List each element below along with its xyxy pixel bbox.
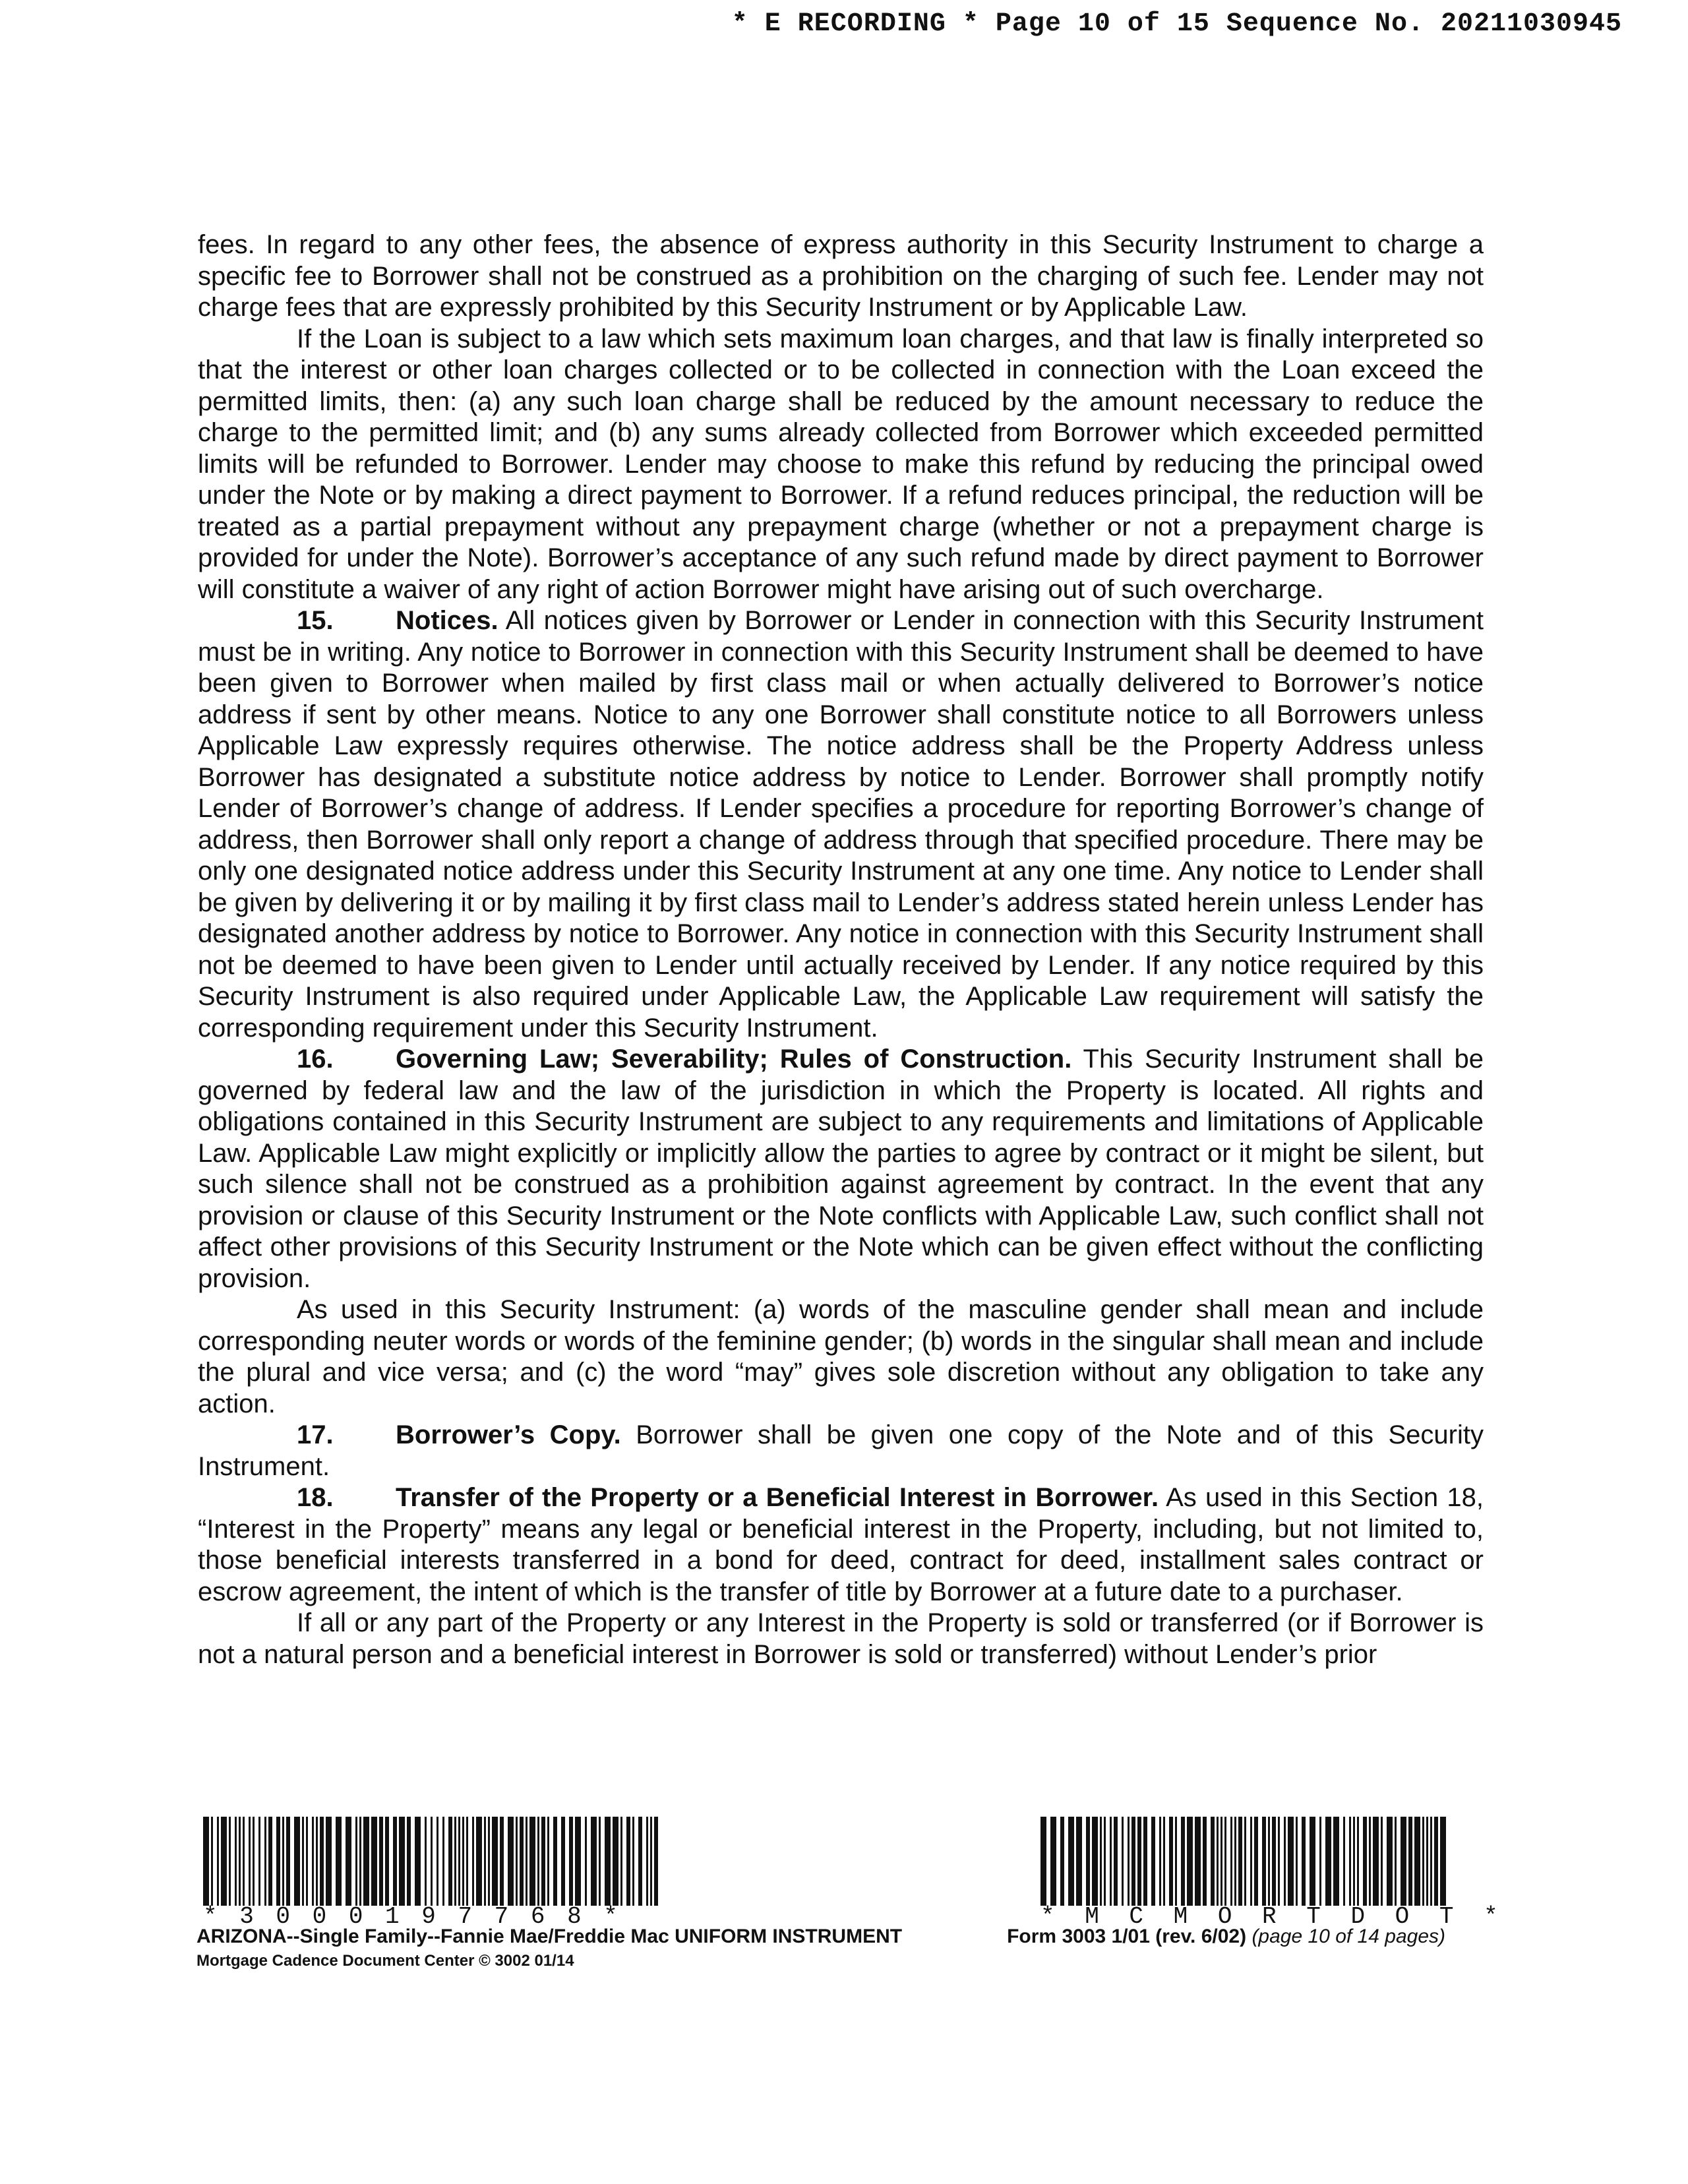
barcode-bar <box>1434 1817 1438 1906</box>
section-number: 17. <box>297 1420 334 1449</box>
barcode-bar <box>472 1817 474 1906</box>
barcode-bar <box>500 1817 504 1906</box>
barcode-bar <box>258 1817 260 1906</box>
barcode-bar <box>1284 1817 1286 1906</box>
barcode-bar <box>541 1817 545 1906</box>
barcode-bar <box>1426 1817 1428 1906</box>
barcode-bar <box>253 1817 255 1906</box>
barcode-bar <box>462 1817 464 1906</box>
section-body: As used in this Section 18, “Interest in the Property” means any legal or beneficial interest in the Property, including, but not limited to, those beneficial interests transferred in a bond for deed, contract for deed, installment sales contract or escrow agreement, the intent of which is the transfer of title by Borrower at a future date to a purchaser. <box>198 1483 1484 1606</box>
barcode-bar <box>1333 1817 1339 1906</box>
barcode-bar <box>508 1817 514 1906</box>
barcode-bar <box>385 1817 389 1906</box>
barcode-bar <box>1068 1817 1074 1906</box>
barcode-bar <box>1169 1817 1173 1906</box>
barcode-bar <box>454 1817 456 1906</box>
barcode-bar <box>1137 1817 1141 1906</box>
barcode-bar <box>1395 1817 1397 1906</box>
barcode-bar <box>484 1817 486 1906</box>
barcode-bar <box>415 1817 421 1906</box>
barcode-bar <box>650 1817 652 1906</box>
barcode-left-text: * 3 0 0 0 1 9 7 7 6 8 * <box>203 1903 622 1930</box>
paragraph-transfer: If all or any part of the Property or any Interest in the Property is sold or transferred (or if Borrower is not a natural person and a beneficial interest in Borrower is sold or transferred) without Lender’s prior <box>198 1608 1484 1669</box>
barcode-bar <box>1159 1817 1161 1906</box>
barcode-bar <box>1217 1817 1219 1906</box>
barcode-bar <box>1387 1817 1393 1906</box>
barcode-bar <box>1401 1817 1406 1906</box>
barcode-bar <box>632 1817 634 1906</box>
section-body: This Security Instrument shall be governed by federal law and the law of the jurisdiction in which the Property is located. All rights and obligations contained in this Security Instrument are subject to any requirements and limitations of Applicable Law. Applicable Law might explicitly or implicitly allow the parties to agree by contract or it might be silent, but such silence shall not be construed as a prohibition against agreement by contract. In the event that any provision or clause of this Security Instrument or the Note conflicts with Applicable Law, such conflict shall not affect other provisions of this Security Instrument or the Note which can be given effect without the conflicting provision. <box>198 1045 1484 1293</box>
footer-left <box>196 1926 902 1970</box>
paragraph-fees: fees. In regard to any other fees, the absence of express authority in this Security Instrument to charge a specific fee to Borrower shall not be construed as a prohibition on the charging of such fee. Lender may not charge fees that are expressly prohibited by this Security Instrument or by Applicable Law. <box>198 230 1484 322</box>
barcode-bar <box>1244 1817 1246 1906</box>
barcode-bar <box>626 1817 630 1906</box>
barcode-bar <box>239 1817 241 1906</box>
barcode-bar <box>243 1817 245 1906</box>
section-17 <box>198 1420 1484 1482</box>
section-title: Governing Law; Severability; Rules of Construction. <box>396 1045 1072 1074</box>
barcode-bar <box>1110 1817 1112 1906</box>
barcode-bar <box>529 1817 535 1906</box>
barcode-bar <box>569 1817 573 1906</box>
paragraph-loan-charges: If the Loan is subject to a law which sets maximum loan charges, and that law is finally interpreted so that the interest or other loan charges collected or to be collected in connection with the Loan exceed the permitted limits, then: (a) any such loan charge shall be reduced by the amount necessary to reduce the charge to the permitted limit; and (b) any sums already collected from Borrower which exceeded permitted limits will be refunded to Borrower. Lender may choose to make this refund by reducing the principal owed under the Note or by making a direct payment to Borrower. If a refund reduces principal, the reduction will be treated as a partial prepayment without any prepayment charge (whether or not a prepayment charge is provided for under the Note). Borrower’s acceptance of any such refund made by direct payment to Borrower will constitute a waiver of any right of action Borrower might have arising out of such overcharge. <box>198 324 1484 604</box>
barcode-bar <box>605 1817 611 1906</box>
barcode-bar <box>1151 1817 1155 1906</box>
barcode-bar <box>638 1817 642 1906</box>
barcode-bar <box>1254 1817 1258 1906</box>
barcode-bar <box>1203 1817 1207 1906</box>
barcode-bar <box>1131 1817 1135 1906</box>
barcode-bar <box>336 1817 342 1906</box>
barcode-bar <box>1163 1817 1165 1906</box>
barcode-bar <box>1296 1817 1298 1906</box>
barcode-bar <box>458 1817 460 1906</box>
barcode-bar <box>646 1817 648 1906</box>
barcode-bar <box>355 1817 357 1906</box>
barcode-bar <box>1325 1817 1331 1906</box>
barcode-bar <box>1100 1817 1102 1906</box>
barcode-bar <box>282 1817 284 1906</box>
barcode-bar <box>1440 1817 1446 1906</box>
footer-form-number: Form 3003 1/01 (rev. 6/02) <box>1007 1926 1252 1947</box>
barcode-left <box>203 1817 658 1930</box>
barcode-bar <box>312 1817 314 1906</box>
barcode-bar <box>371 1817 377 1906</box>
barcode-bar <box>431 1817 433 1906</box>
footer-instrument-title: ARIZONA--Single Family--Fannie Mae/Freddie Mac UNIFORM INSTRUMENT <box>196 1926 903 1947</box>
barcode-bar <box>1363 1817 1367 1906</box>
barcode-bar <box>654 1817 658 1906</box>
barcode-bar <box>316 1817 318 1906</box>
barcode-bar <box>211 1817 213 1906</box>
barcode-bar <box>516 1817 518 1906</box>
barcode-bar <box>1357 1817 1359 1906</box>
barcode-bar <box>1211 1817 1215 1906</box>
barcode-bar <box>1060 1817 1064 1906</box>
barcode-bar <box>1414 1817 1420 1906</box>
barcode-bar <box>492 1817 498 1906</box>
barcode-right <box>1040 1817 1506 1930</box>
barcode-bar <box>1143 1817 1147 1906</box>
barcode-bar <box>1104 1817 1106 1906</box>
barcode-bar <box>575 1817 581 1906</box>
section-number: 18. <box>297 1483 334 1512</box>
barcode-bar <box>1343 1817 1345 1906</box>
barcode-bar <box>547 1817 549 1906</box>
recording-header: * E RECORDING * Page 10 of 15 Sequence No. 20211030945 <box>731 9 1622 39</box>
footer-page-number: (page 10 of 14 pages) <box>1251 1926 1445 1947</box>
section-body: Borrower shall be given one copy of the Note and of this Security Instrument. <box>198 1420 1484 1481</box>
barcode-bar <box>203 1817 209 1906</box>
barcode-bar <box>1262 1817 1266 1906</box>
barcode-bar <box>488 1817 490 1906</box>
barcode-bar <box>302 1817 304 1906</box>
barcode-bar <box>1224 1817 1226 1906</box>
barcode-bar <box>1040 1817 1046 1906</box>
barcode-bar <box>425 1817 427 1906</box>
barcode-bar <box>599 1817 601 1906</box>
barcode-bar <box>1086 1817 1090 1906</box>
barcode-bar <box>1092 1817 1098 1906</box>
barcode-bar <box>1310 1817 1315 1906</box>
barcode-bar <box>561 1817 565 1906</box>
barcode-bar <box>613 1817 618 1906</box>
barcode-bar <box>229 1817 231 1906</box>
section-title: Borrower’s Copy. <box>396 1420 621 1449</box>
barcode-bar <box>476 1817 482 1906</box>
section-16 <box>198 1044 1484 1294</box>
paragraph-construction: As used in this Security Instrument: (a) words of the masculine gender shall mean and include corresponding neuter words or words of the feminine gender; (b) words in the singular shall mean and include the plural and vice versa; and (c) the word “may” gives sole discretion without any obligation to take any action. <box>198 1295 1484 1418</box>
barcode-bar <box>379 1817 383 1906</box>
footer-right <box>1007 1926 1445 1948</box>
barcode-bar <box>448 1817 452 1906</box>
barcode-bar <box>466 1817 468 1906</box>
barcode-bar <box>217 1817 219 1906</box>
barcode-bar <box>346 1817 351 1906</box>
barcode-bar <box>1221 1817 1222 1906</box>
barcode-bar <box>359 1817 361 1906</box>
barcode-bar <box>1349 1817 1351 1906</box>
barcode-bar <box>1175 1817 1177 1906</box>
barcode-bar <box>1373 1817 1379 1906</box>
barcode-bar <box>264 1817 266 1906</box>
barcode-bar <box>1230 1817 1232 1906</box>
barcode-bar <box>1369 1817 1371 1906</box>
barcode-bar <box>1122 1817 1124 1906</box>
document-body <box>198 229 1484 1670</box>
barcode-bar <box>326 1817 332 1906</box>
section-title: Transfer of the Property or a Beneficial Interest in Borrower. <box>396 1483 1159 1512</box>
section-body: All notices given by Borrower or Lender in connection with this Security Instrument must be in writing. Any notice to Borrower in connection with this Security Instrument shall be deemed to have been given to Borrower when mailed by first class mail or when actually delivered to Borrower’s notice address if sent by other means. Notice to any one Borrower shall constitute notice to all Borrowers unless Applicable Law expressly requires otherwise. The notice address shall be the Property Address unless Borrower has designated a substitute notice address by notice to Lender. Borrower shall promptly notify Lender of Borrower’s change of address. If Lender specifies a procedure for reporting Borrower’s change of address, then Borrower shall only report a change of address through that specified procedure. There may be only one designated notice address under this Security Instrument at any one time. Any notice to Lender shall be given by delivering it or by mailing it by first class mail to Lender’s address stated herein unless Lender has designated another address by notice to Borrower. Any notice in connection with this Security Instrument shall not be deemed to have been given to Lender until actually received by Lender. If any notice required by this Security Instrument is also required under Applicable Law, the Applicable Law requirement will satisfy the corresponding requirement under this Security Instrument. <box>198 606 1484 1043</box>
barcode-bar <box>249 1817 251 1906</box>
section-number: 16. <box>297 1045 334 1074</box>
barcode-right-bars <box>1040 1817 1449 1906</box>
barcode-bar <box>1195 1817 1201 1906</box>
barcode-bar <box>537 1817 539 1906</box>
barcode-bar <box>442 1817 444 1906</box>
barcode-bar <box>1076 1817 1082 1906</box>
barcode-bar <box>1302 1817 1306 1906</box>
barcode-bar <box>320 1817 324 1906</box>
barcode-bar <box>276 1817 280 1906</box>
section-15 <box>198 605 1484 1044</box>
barcode-right-text: * M C M O R T D O T * <box>1040 1903 1506 1930</box>
barcode-bar <box>1353 1817 1355 1906</box>
barcode-bar <box>1319 1817 1321 1906</box>
barcode-bar <box>1381 1817 1383 1906</box>
section-number: 15. <box>297 606 334 635</box>
barcode-bar <box>1234 1817 1236 1906</box>
barcode-bar <box>1272 1817 1276 1906</box>
barcode-bar <box>591 1817 597 1906</box>
barcode-bar <box>235 1817 237 1906</box>
barcode-bar <box>437 1817 438 1906</box>
barcode-bar <box>1422 1817 1424 1906</box>
barcode-bar <box>520 1817 524 1906</box>
barcode-bar <box>393 1817 397 1906</box>
barcode-left-bars <box>203 1817 658 1906</box>
barcode-bar <box>1278 1817 1280 1906</box>
section-18 <box>198 1482 1484 1608</box>
barcode-bar <box>526 1817 528 1906</box>
barcode-bar <box>1050 1817 1056 1906</box>
barcode-bar <box>221 1817 227 1906</box>
barcode-bar <box>1288 1817 1294 1906</box>
barcode-bar <box>1181 1817 1185 1906</box>
barcode-bar <box>1250 1817 1252 1906</box>
barcode-bar <box>286 1817 290 1906</box>
barcode-bar <box>306 1817 308 1906</box>
barcode-bar <box>1430 1817 1432 1906</box>
barcode-bar <box>1114 1817 1118 1906</box>
barcode-bar <box>585 1817 587 1906</box>
section-title: Notices. <box>396 606 498 635</box>
barcode-bar <box>399 1817 405 1906</box>
barcode-bar <box>1238 1817 1242 1906</box>
barcode-bar <box>1268 1817 1270 1906</box>
barcode-bar <box>268 1817 272 1906</box>
barcode-bar <box>1128 1817 1130 1906</box>
footer-document-center: Mortgage Cadence Document Center © 3002 01/14 <box>196 1952 574 1970</box>
barcode-bar <box>363 1817 369 1906</box>
barcode-bar <box>1408 1817 1412 1906</box>
barcode-bar <box>294 1817 300 1906</box>
barcode-bar <box>620 1817 622 1906</box>
barcode-bar <box>407 1817 411 1906</box>
barcode-bar <box>553 1817 557 1906</box>
barcode-bar <box>1187 1817 1193 1906</box>
